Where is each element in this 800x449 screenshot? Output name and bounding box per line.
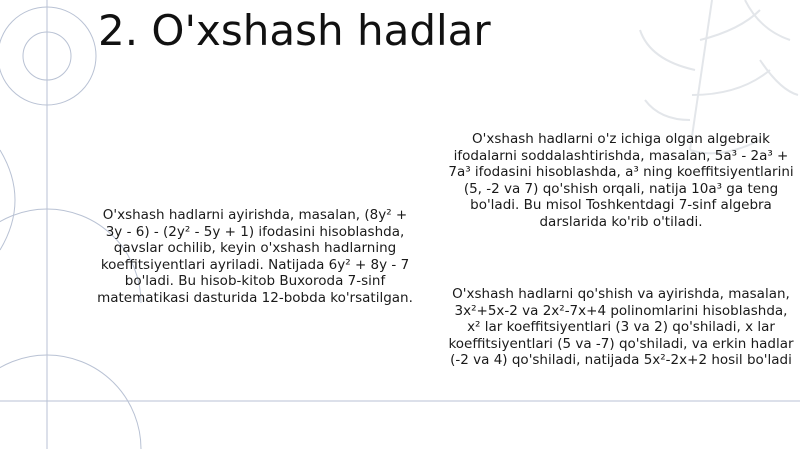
deco-arch-lower xyxy=(0,355,141,449)
deco-left-curve xyxy=(0,150,15,250)
slide-title: 2. O'xshash hadlar xyxy=(98,6,491,55)
paragraph-subtraction-example: O'xshash hadlarni ayirishda, masalan, (8y² + 3y - 6) - (2y² - 5y + 1) ifodasini hisoblashda, qavslar ochilib, keyin o'xshash hadlarning koeffitsiyentlari ayriladi. Natijada 6y² + 8y - 7 bo'ladi. Bu hisob-kitob Buxoroda 7-sinf matematikasi dasturida 12-bobda ko'rsatilgan. xyxy=(97,207,413,306)
paragraph-addition-subtraction-example: O'xshash hadlarni qo'shish va ayirishda, masalan, 3x²+5x-2 va 2x²-7x+4 polinomlarini hisoblashda, x² lar koeffitsiyentlari (3 va 2) qo'shiladi, x lar koeffitsiyentlari (5 va -7) qo'shiladi, va erkin hadlar (-2 va 4) qo'shiladi, natijada 5x²-2x+2 hosil bo'ladi xyxy=(448,286,794,369)
deco-large-circle xyxy=(0,7,96,105)
paragraph-simplification-example: O'xshash hadlarni o'z ichiga olgan algebraik ifodalarni soddalashtirishda, masalan, 5a³ - 2a³ + 7a³ ifodasini hisoblashda, a³ ning koeffitsiyentlarini (5, -2 va 7) qo'shish orqali, natija 10a³ ga teng bo'ladi. Bu misol Toshkentdagi 7-sinf algebra darslarida ko'rib o'tiladi. xyxy=(448,131,794,230)
